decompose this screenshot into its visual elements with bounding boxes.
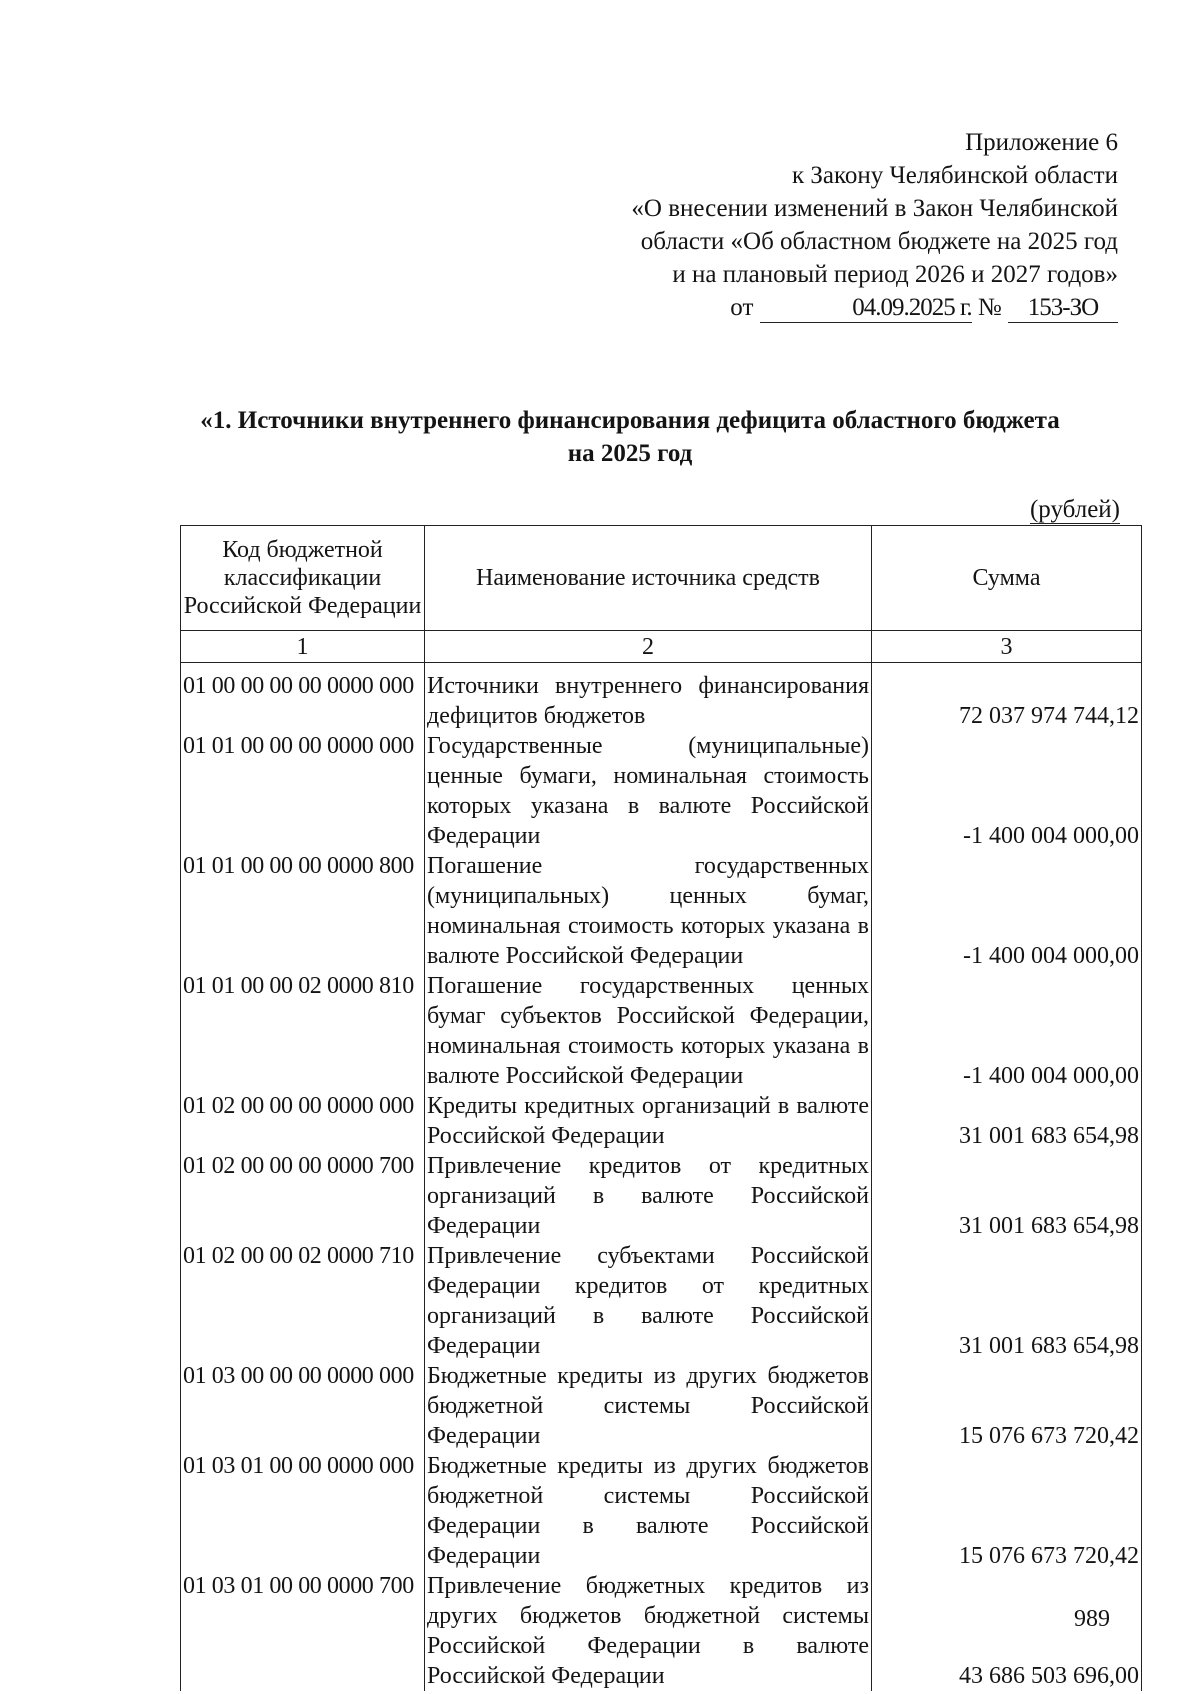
annex-line: «О внесении изменений в Закон Челябинской — [631, 195, 1118, 222]
cell-amount: -1 400 004 000,00 — [872, 851, 1142, 971]
table-row — [181, 1451, 1142, 1571]
cell-name: Привлечение кредитов от кредитных организаций в валюте Российской Федерации — [425, 1151, 872, 1241]
table-row — [181, 671, 1142, 731]
law-date: 04.09.2025 г. — [760, 294, 972, 323]
number-label: № — [977, 294, 1002, 321]
page-number: 989 — [1074, 1606, 1110, 1632]
cell-name: Привлечение субъектами Российской Федерации кредитов от кредитных организаций в валюте Российской Федерации — [425, 1241, 872, 1361]
cell-amount: -1 400 004 000,00 — [872, 731, 1142, 851]
cell-name: Погашение государственных ценных бумаг субъектов Российской Федерации, номинальная стоимость которых указана в валюте Российской Федерации — [425, 971, 872, 1091]
spacer-row — [181, 663, 1142, 672]
annex-line: области «Об областном бюджете на 2025 год — [640, 228, 1118, 255]
column-numbers-row — [181, 631, 1142, 663]
cell-code: 01 02 00 00 00 0000 000 — [181, 1091, 425, 1151]
cell-name: Кредиты кредитных организаций в валюте Российской Федерации — [425, 1091, 872, 1151]
law-number: 153-ЗО — [1008, 294, 1118, 323]
units-label — [1030, 496, 1120, 524]
header-code: Код бюджетной классификации Российской Федерации — [181, 526, 425, 631]
table-row — [181, 731, 1142, 851]
table-row — [181, 1571, 1142, 1691]
annex-line: Приложение 6 — [965, 129, 1118, 156]
table-row — [181, 851, 1142, 971]
cell-amount: 72 037 974 744,12 — [872, 671, 1142, 731]
cell-name: Бюджетные кредиты из других бюджетов бюджетной системы Российской Федерации в валюте Российской Федерации — [425, 1451, 872, 1571]
cell-amount: 15 076 673 720,42 — [872, 1361, 1142, 1451]
annex-signature-line — [558, 291, 1118, 324]
cell-code: 01 03 01 00 00 0000 700 — [181, 1571, 425, 1691]
table-row — [181, 1151, 1142, 1241]
table-row — [181, 1091, 1142, 1151]
title-line-1: «1. Источники внутреннего финансирования дефицита областного бюджета — [200, 407, 1060, 434]
column-number: 3 — [872, 631, 1142, 663]
cell-code: 01 02 00 00 02 0000 710 — [181, 1241, 425, 1361]
annex-line: и на плановый период 2026 и 2027 годов» — [672, 261, 1118, 288]
cell-code: 01 03 01 00 00 0000 000 — [181, 1451, 425, 1571]
section-title — [150, 404, 1110, 470]
column-number: 2 — [425, 631, 872, 663]
cell-code: 01 01 00 00 02 0000 810 — [181, 971, 425, 1091]
cell-amount: -1 400 004 000,00 — [872, 971, 1142, 1091]
cell-name: Бюджетные кредиты из других бюджетов бюджетной системы Российской Федерации — [425, 1361, 872, 1451]
table-row — [181, 1361, 1142, 1451]
cell-code: 01 02 00 00 00 0000 700 — [181, 1151, 425, 1241]
cell-name: Погашение государственных (муниципальных) ценных бумаг, номинальная стоимость которых указана в валюте Российской Федерации — [425, 851, 872, 971]
cell-name: Источники внутреннего финансирования дефицитов бюджетов — [425, 671, 872, 731]
table-row — [181, 1241, 1142, 1361]
cell-amount: 43 686 503 696,00 — [872, 1571, 1142, 1691]
from-label: от — [730, 294, 754, 321]
cell-amount: 31 001 683 654,98 — [872, 1241, 1142, 1361]
cell-amount: 31 001 683 654,98 — [872, 1091, 1142, 1151]
annex-header — [558, 126, 1118, 324]
cell-code: 01 01 00 00 00 0000 800 — [181, 851, 425, 971]
column-number: 1 — [181, 631, 425, 663]
cell-code: 01 01 00 00 00 0000 000 — [181, 731, 425, 851]
cell-code: 01 03 00 00 00 0000 000 — [181, 1361, 425, 1451]
header-name: Наименование источника средств — [425, 526, 872, 631]
cell-name: Государственные (муниципальные) ценные бумаги, номинальная стоимость которых указана в валюте Российской Федерации — [425, 731, 872, 851]
annex-line: к Закону Челябинской области — [792, 162, 1118, 189]
units-text: (рублей) — [1029, 496, 1120, 523]
cell-amount: 15 076 673 720,42 — [872, 1451, 1142, 1571]
cell-name: Привлечение бюджетных кредитов из других бюджетов бюджетной системы Российской Федерации в валюте Российской Федерации — [425, 1571, 872, 1691]
cell-code: 01 00 00 00 00 0000 000 — [181, 671, 425, 731]
table-row — [181, 971, 1142, 1091]
financing-sources-table — [180, 525, 1142, 1691]
header-amount: Сумма — [872, 526, 1142, 631]
cell-amount: 31 001 683 654,98 — [872, 1151, 1142, 1241]
title-line-2: на 2025 год — [567, 440, 693, 467]
